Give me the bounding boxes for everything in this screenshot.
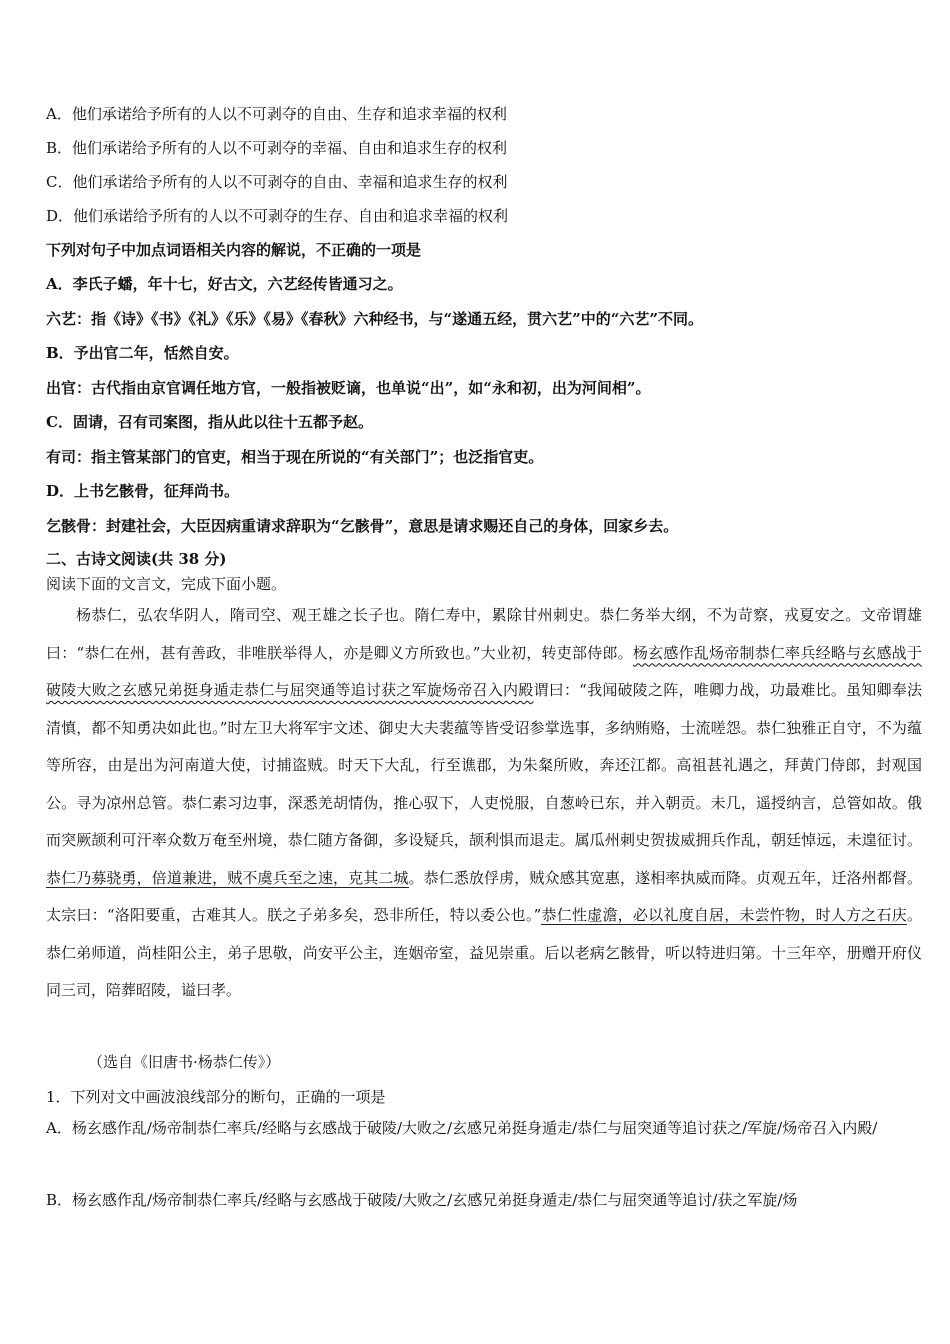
underlined-sentence-2: 恭仁性虚澹，必以礼度自居，未尝忤物，时人方之石庆: [541, 906, 907, 924]
classical-passage: [46, 597, 922, 1010]
word-explain-b: 出官：古代指由京官调任地方官，一般指被贬谪，也单说“出”，如“永和初，出为河间相”。: [46, 379, 651, 397]
wavy-underlined-text: 杨玄感作乱炀帝制恭仁率兵经略与玄感战于破陵大败之玄感兄弟挺身遁走恭仁与屈突通等追讨获之军旋炀帝召入内殿: [46, 643, 922, 699]
word-option-d: D．上书乞骸骨，征拜尚书。: [46, 482, 240, 500]
question-1-stem: 1．下列对文中画波浪线部分的断句，正确的一项是: [46, 1088, 386, 1106]
word-option-b: B．予出官二年，恬然自安。: [46, 344, 239, 362]
section-heading: 二、古诗文阅读(共 38 分): [46, 550, 227, 568]
passage-part-4: 。恭仁弟师道，尚桂阳公主，弟子思敬，尚安平公主，连姻帝室，益见崇重。后以老病乞骸骨，听以特进归第。十三年卒，册赠开府仪同三司，陪葬昭陵，谥曰孝。: [46, 906, 922, 999]
word-explain-d: 乞骸骨：封建社会，大臣因病重请求辞职为“乞骸骨”，意思是请求赐还自己的身体，回家乡去。: [46, 517, 679, 535]
question-1-option-b: B．杨玄感作乱/炀帝制恭仁率兵/经略与玄感战于破陵/大败之/玄感兄弟挺身遁走/恭仁与屈突通等追讨/获之军旋/炀: [46, 1191, 798, 1209]
passage-part-3: 。恭仁悉放俘虏，贼众感其宽惠，遂相率执威而降。贞观五年，迁洛州都督。太宗曰：“洛阳要重，古难其人。朕之子弟多矣，恐非所任，特以委公也。”: [46, 868, 922, 924]
reading-instruction: 阅读下面的文言文，完成下面小题。: [46, 575, 287, 593]
question-1-option-a: A．杨玄感作乱/炀帝制恭仁率兵/经略与玄感战于破陵/大败之/玄感兄弟挺身遁走/恭仁与屈突通等追讨获之/军旋/炀帝召入内殿/: [46, 1119, 878, 1137]
option-c-prev: C．他们承诺给予所有的人以不可剥夺的自由、幸福和追求生存的权利: [46, 173, 508, 191]
passage-part-2: 谓曰：“我闻破陵之阵，唯卿力战，功最难比。虽知卿奉法清慎，都不知勇决如此也。”时左卫大将军宇文述、御史大夫裴蕴等皆受诏参掌选事，多纳贿赂，士流嗟怨。恭仁独雅正自守，不为蕴等所容，由是出为河南道大使，讨捕盗贼。时天下大乱，行至谯郡，为朱粲所败，奔还江都。高祖甚礼遇之，拜黄门侍郎，封观国公。寻为凉州总管。恭仁素习边事，深悉羌胡情伪，推心驭下，人吏悦服，自葱岭已东，并入朝贡。未几，遥授纳言，总管如故。俄而突厥颉利可汗率众数万奄至州境，恭仁随方备御，多设疑兵，颉利惧而退走。属瓜州刺史贺拔威拥兵作乱，朝廷悼远，未遑征讨。: [46, 681, 922, 849]
word-option-c: C．固请，召有司案图，指从此以往十五都予赵。: [46, 413, 373, 431]
word-explain-c: 有司：指主管某部门的官吏，相当于现在所说的“有关部门”；也泛指官吏。: [46, 448, 544, 466]
option-b-prev: B．他们承诺给予所有的人以不可剥夺的幸福、自由和追求生存的权利: [46, 139, 508, 157]
word-option-a: A．李氏子蟠，年十七，好古文，六艺经传皆通习之。: [46, 275, 403, 293]
word-explain-a: 六艺：指《诗》《书》《礼》《乐》《易》《春秋》六种经书，与“遂通五经，贯六艺”中的“六艺”不同。: [46, 310, 704, 328]
question-stem-words: 下列对句子中加点词语相关内容的解说，不正确的一项是: [46, 241, 422, 259]
underlined-sentence-1: 恭仁乃募骁勇，倍道兼进，贼不虞兵至之速，克其二城: [46, 868, 409, 887]
passage-source: （选自《旧唐书·杨恭仁传》）: [88, 1053, 281, 1071]
option-d-prev: D．他们承诺给予所有的人以不可剥夺的生存、自由和追求幸福的权利: [46, 207, 509, 225]
passage-part-1: 杨恭仁，弘农华阴人，隋司空、观王雄之长子也。隋仁寿中，累除甘州刺史。恭仁务举大纲，不为苛察，戎夏安之。文帝谓雄曰：“恭仁在州，甚有善政，非唯朕举得人，亦是卿义方所致也。”大业初，转吏部侍郎。: [46, 606, 922, 662]
option-a-prev: A．他们承诺给予所有的人以不可剥夺的自由、生存和追求幸福的权利: [46, 105, 507, 123]
